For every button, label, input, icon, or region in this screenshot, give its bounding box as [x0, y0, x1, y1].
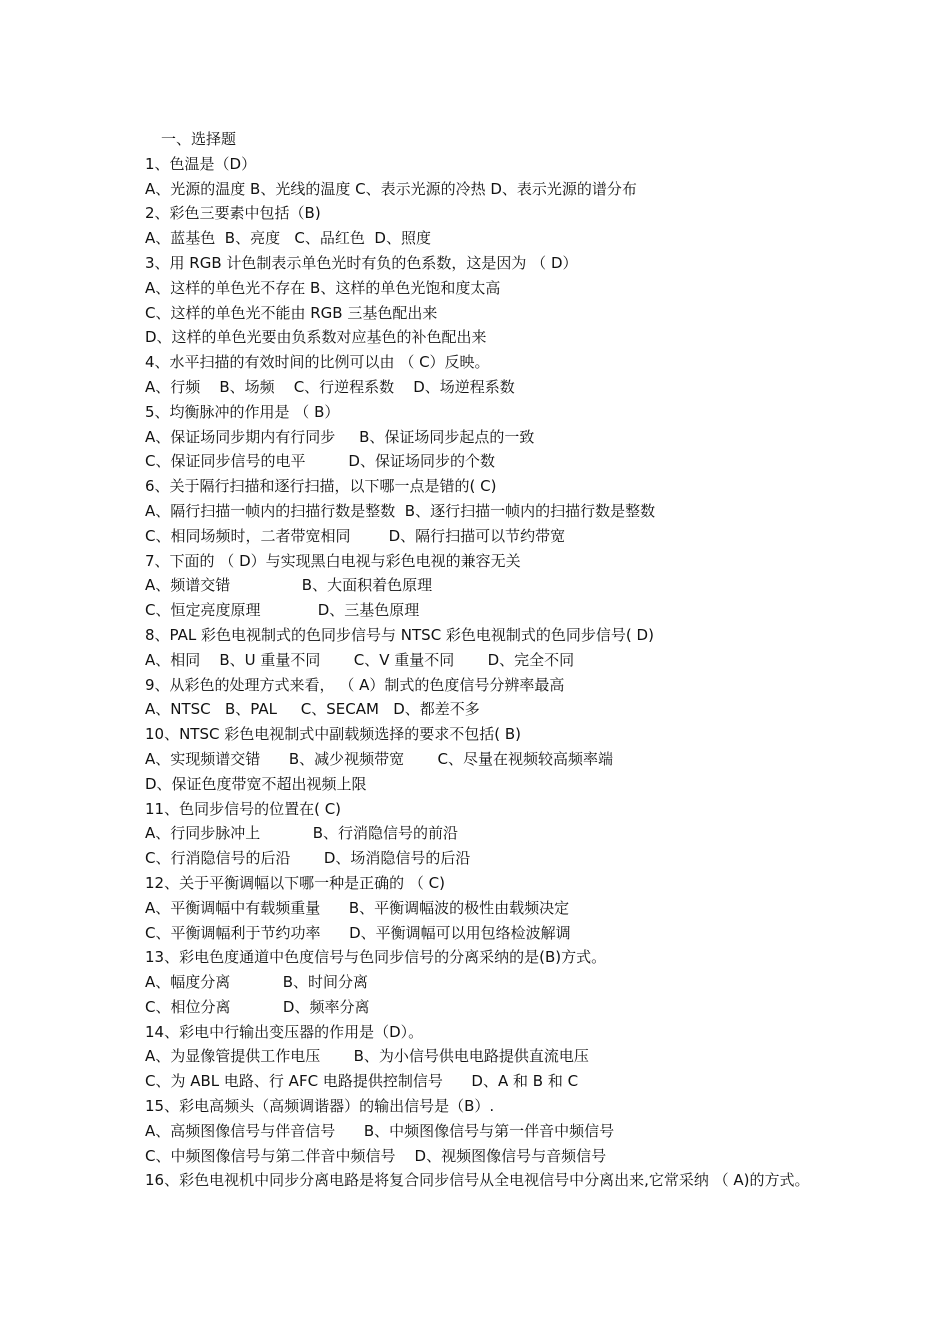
text-line: 10、NTSC 彩色电视制式中副载频选择的要求不包括( B) [145, 725, 521, 744]
text-line: A、平衡调幅中有载频重量 B、平衡调幅波的极性由载频决定 [145, 898, 570, 917]
text-line: 12、关于平衡调幅以下哪一种是正确的 （ C) [145, 873, 445, 892]
text-line: D、保证色度带宽不超出视频上限 [145, 774, 367, 793]
text-line: A、光源的温度 B、光线的温度 C、表示光源的冷热 D、表示光源的谱分布 [145, 179, 637, 198]
text-line: C、相位分离 D、频率分离 [145, 997, 370, 1016]
text-line: C、平衡调幅利于节约功率 D、平衡调幅可以用包络检波解调 [145, 923, 571, 942]
text-line: 7、下面的 （ D）与实现黑白电视与彩色电视的兼容无关 [145, 551, 521, 570]
text-line: 11、色同步信号的位置在( C) [145, 799, 342, 818]
text-line: 15、彩电高频头（高频调谐器）的输出信号是（B）. [145, 1097, 495, 1116]
text-line: 3、用 RGB 计色制表示单色光时有负的色系数，这是因为 （ D） [145, 253, 578, 272]
text-line: 6、关于隔行扫描和逐行扫描，以下哪一点是错的( C) [145, 477, 497, 496]
text-line: A、NTSC B、PAL C、SECAM D、都差不多 [145, 700, 480, 719]
text-line: 1、色温是（D） [145, 154, 257, 173]
text-line: A、相同 B、U 重量不同 C、V 重量不同 D、完全不同 [145, 650, 575, 669]
text-line: A、这样的单色光不存在 B、这样的单色光饱和度太高 [145, 278, 501, 297]
text-line: 16、彩色电视机中同步分离电路是将复合同步信号从全电视信号中分离出来,它常采纳 （ A)的方式。 [145, 1171, 810, 1190]
text-line: A、蓝基色 B、亮度 C、品红色 D、照度 [145, 229, 431, 248]
text-line: A、实现频谱交错 B、减少视频带宽 C、尽量在视频较高频率端 [145, 749, 614, 768]
text-line: A、隔行扫描一帧内的扫描行数是整数 B、逐行扫描一帧内的扫描行数是整数 [145, 501, 656, 520]
text-line: C、恒定亮度原理 D、三基色原理 [145, 601, 420, 620]
text-line: 14、彩电中行输出变压器的作用是（D）。 [145, 1022, 424, 1041]
text-line: 8、PAL 彩色电视制式的色同步信号与 NTSC 彩色电视制式的色同步信号( D) [145, 625, 654, 644]
text-line: 9、从彩色的处理方式来看， （ A）制式的色度信号分辨率最高 [145, 675, 565, 694]
text-line: 2、彩色三要素中包括（B) [145, 204, 321, 223]
text-line: C、相同场频时，二者带宽相同 D、隔行扫描可以节约带宽 [145, 526, 566, 545]
text-line: A、幅度分离 B、时间分离 [145, 973, 369, 992]
text-line: C、中频图像信号与第二伴音中频信号 D、视频图像信号与音频信号 [145, 1146, 607, 1165]
section-title: 一、选择题 [161, 130, 237, 148]
text-line: A、保证场同步期内有行同步 B、保证场同步起点的一致 [145, 427, 535, 446]
text-line: 4、水平扫描的有效时间的比例可以由 （ C）反映。 [145, 353, 490, 372]
text-line: A、频谱交错 B、大面积着色原理 [145, 576, 433, 595]
text-line: C、为 ABL 电路、行 AFC 电路提供控制信号 D、A 和 B 和 C [145, 1072, 579, 1091]
text-line: A、行频 B、场频 C、行逆程系数 D、场逆程系数 [145, 377, 515, 396]
text-line: C、保证同步信号的电平 D、保证场同步的个数 [145, 452, 495, 471]
text-line: C、这样的单色光不能由 RGB 三基色配出来 [145, 303, 438, 322]
text-line: D、这样的单色光要由负系数对应基色的补色配出来 [145, 328, 487, 347]
text-line: A、为显像管提供工作电压 B、为小信号供电电路提供直流电压 [145, 1047, 589, 1066]
text-line: 13、彩电色度通道中色度信号与色同步信号的分离采纳的是(B)方式。 [145, 948, 607, 967]
text-line: C、行消隐信号的后沿 D、场消隐信号的后沿 [145, 849, 471, 868]
text-line: A、行同步脉冲上 B、行消隐信号的前沿 [145, 824, 459, 843]
question-list [145, 127, 825, 1193]
text-line: A、高频图像信号与伴音信号 B、中频图像信号与第一伴音中频信号 [145, 1121, 615, 1140]
text-line: 5、均衡脉冲的作用是 （ B） [145, 402, 340, 421]
